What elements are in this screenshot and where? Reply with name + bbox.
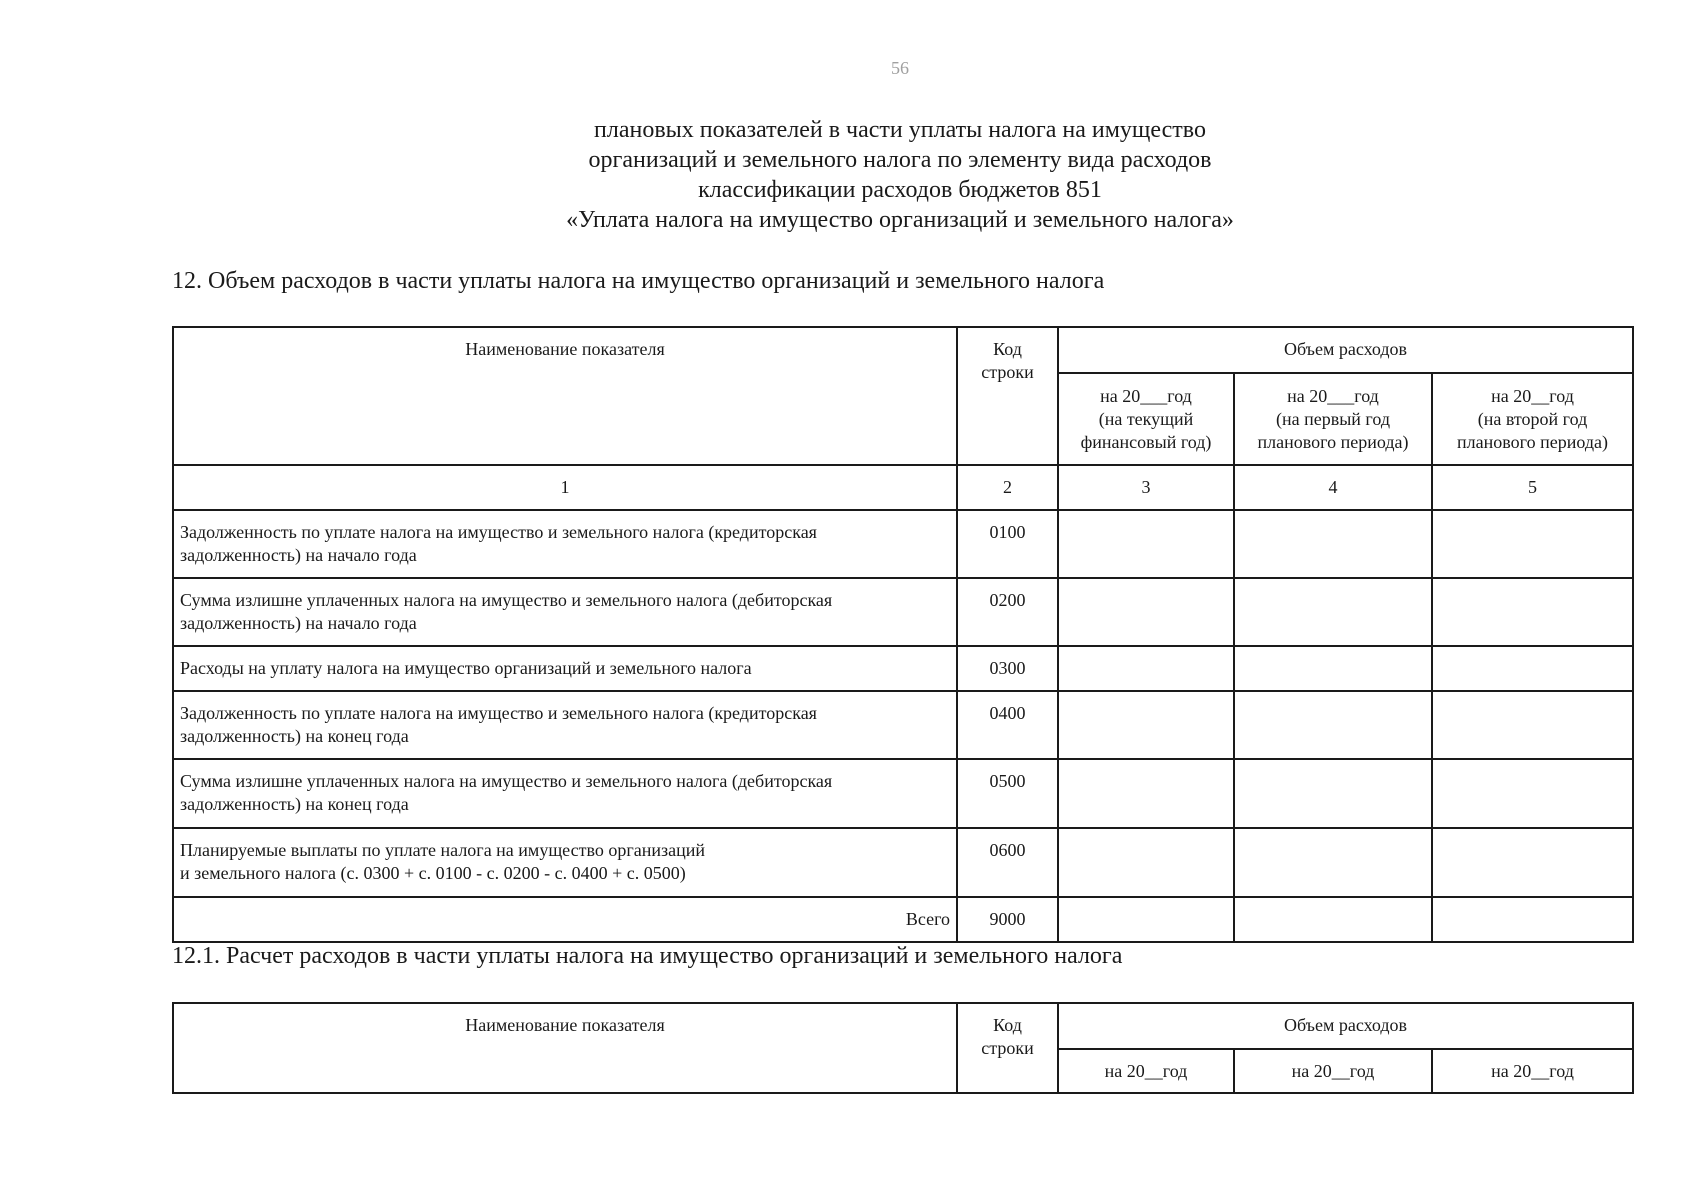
value-cell-first-plan-year[interactable] — [1234, 828, 1432, 897]
value-cell-current-year[interactable] — [1058, 510, 1234, 578]
page-number: 56 — [891, 58, 909, 78]
value-cell-second-plan-year[interactable] — [1432, 510, 1633, 578]
column-number: 1 — [173, 465, 957, 510]
column-number: 5 — [1432, 465, 1633, 510]
table-row — [173, 759, 1633, 828]
value-cell-first-plan-year[interactable] — [1234, 510, 1432, 578]
table-row — [173, 646, 1633, 691]
header-year-1: на 20__год — [1058, 1049, 1234, 1093]
header-code-line: Код — [993, 339, 1022, 359]
row-label-line: задолженность) на конец года — [180, 726, 409, 746]
row-label-line: Сумма излишне уплаченных налога на имущество и земельного налога (дебиторская — [180, 771, 833, 791]
section-12-1-heading: 12.1. Расчет расходов в части уплаты налога на имущество организаций и земельного налога — [172, 943, 1123, 969]
row-label-line: Планируемые выплаты по уплате налога на имущество организаций — [180, 840, 705, 860]
total-row — [173, 897, 1633, 942]
column-number: 2 — [957, 465, 1058, 510]
header-code-line: Код — [993, 1015, 1022, 1035]
section-12-heading: 12. Объем расходов в части уплаты налога на имущество организаций и земельного налога — [172, 268, 1105, 294]
row-code: 0400 — [957, 691, 1058, 759]
row-label-line: задолженность) на конец года — [180, 794, 409, 814]
row-label — [173, 646, 957, 691]
row-label-line: Задолженность по уплате налога на имущество и земельного налога (кредиторская — [180, 703, 817, 723]
row-label — [173, 510, 957, 578]
column-number: 3 — [1058, 465, 1234, 510]
total-value-current-year[interactable] — [1058, 897, 1234, 942]
header-expense-volume: Объем расходов — [1058, 1003, 1633, 1049]
header-year-3: на 20__год — [1432, 1049, 1633, 1093]
table-row — [173, 510, 1633, 578]
document-title — [475, 115, 1325, 235]
header-line: на 20__год — [1491, 385, 1574, 406]
expenses-calculation-table — [172, 1002, 1634, 1094]
total-value-first-plan-year[interactable] — [1234, 897, 1432, 942]
table-row — [173, 828, 1633, 897]
header-current-year — [1058, 373, 1234, 465]
value-cell-second-plan-year[interactable] — [1432, 759, 1633, 828]
header-indicator-name: Наименование показателя — [173, 327, 957, 465]
title-line: «Уплата налога на имущество организаций и земельного налога» — [566, 207, 1234, 233]
value-cell-first-plan-year[interactable] — [1234, 691, 1432, 759]
row-label-line: Сумма излишне уплаченных налога на имущество и земельного налога (дебиторская — [180, 590, 833, 610]
row-label — [173, 691, 957, 759]
row-label — [173, 759, 957, 828]
header-expense-volume: Объем расходов — [1058, 327, 1633, 373]
table-row — [173, 578, 1633, 646]
title-line: плановых показателей в части уплаты налога на имущество — [594, 117, 1206, 143]
value-cell-current-year[interactable] — [1058, 759, 1234, 828]
total-code: 9000 — [957, 897, 1058, 942]
header-line: (на первый год — [1275, 408, 1391, 429]
row-label-line: задолженность) на начало года — [180, 545, 417, 565]
header-first-plan-year — [1234, 373, 1432, 465]
header-line: планового периода) — [1457, 431, 1608, 452]
row-label — [173, 578, 957, 646]
header-line: (на текущий — [1098, 408, 1194, 429]
row-code: 0100 — [957, 510, 1058, 578]
total-label: Всего — [173, 897, 957, 942]
column-number: 4 — [1234, 465, 1432, 510]
title-line: классификации расходов бюджетов 851 — [698, 177, 1102, 203]
row-label-line: Задолженность по уплате налога на имущество и земельного налога (кредиторская — [180, 522, 817, 542]
row-code: 0600 — [957, 828, 1058, 897]
header-line: на 20___год — [1287, 385, 1379, 406]
value-cell-current-year[interactable] — [1058, 828, 1234, 897]
value-cell-first-plan-year[interactable] — [1234, 646, 1432, 691]
header-year-2: на 20__год — [1234, 1049, 1432, 1093]
row-label-line: Расходы на уплату налога на имущество организаций и земельного налога — [180, 658, 752, 678]
header-code-line: строки — [981, 1038, 1034, 1058]
value-cell-current-year[interactable] — [1058, 646, 1234, 691]
value-cell-second-plan-year[interactable] — [1432, 646, 1633, 691]
header-row-code — [957, 1003, 1058, 1093]
header-line: планового периода) — [1257, 431, 1409, 452]
value-cell-second-plan-year[interactable] — [1432, 828, 1633, 897]
header-second-plan-year — [1432, 373, 1633, 465]
title-line: организаций и земельного налога по элементу вида расходов — [588, 147, 1212, 173]
header-line: финансовый год) — [1080, 431, 1212, 452]
value-cell-first-plan-year[interactable] — [1234, 578, 1432, 646]
header-line: (на второй год — [1477, 408, 1588, 429]
value-cell-current-year[interactable] — [1058, 691, 1234, 759]
row-label-line: и земельного налога (с. 0300 + с. 0100 - с. 0200 - с. 0400 + с. 0500) — [180, 863, 686, 883]
table-row — [173, 691, 1633, 759]
row-code: 0300 — [957, 646, 1058, 691]
value-cell-current-year[interactable] — [1058, 578, 1234, 646]
row-label-line: задолженность) на начало года — [180, 613, 417, 633]
header-row-code — [957, 327, 1058, 465]
header-line: на 20___год — [1100, 385, 1192, 406]
header-code-line: строки — [981, 362, 1034, 382]
value-cell-first-plan-year[interactable] — [1234, 759, 1432, 828]
row-label — [173, 828, 957, 897]
header-indicator-name: Наименование показателя — [173, 1003, 957, 1093]
expenses-volume-table — [172, 326, 1634, 943]
row-code: 0500 — [957, 759, 1058, 828]
row-code: 0200 — [957, 578, 1058, 646]
total-value-second-plan-year[interactable] — [1432, 897, 1633, 942]
value-cell-second-plan-year[interactable] — [1432, 578, 1633, 646]
value-cell-second-plan-year[interactable] — [1432, 691, 1633, 759]
